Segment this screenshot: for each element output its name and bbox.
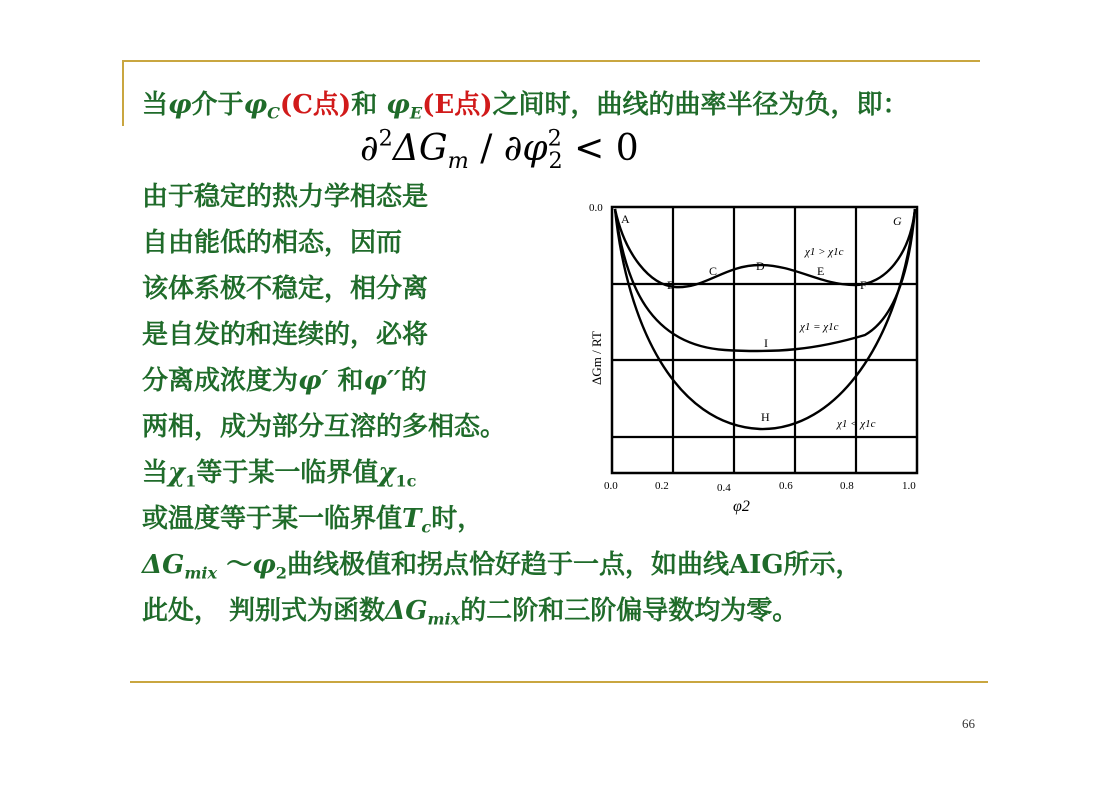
left-rule xyxy=(122,60,124,126)
label-upper: χ1 > χ1c xyxy=(805,246,844,258)
text: ～ xyxy=(217,550,253,580)
text: 当 xyxy=(142,458,169,488)
subscript: 1 xyxy=(185,471,197,491)
subscript: 2 xyxy=(275,563,287,583)
partial-symbol: ∂ xyxy=(360,128,379,169)
bottom-rule xyxy=(130,681,988,683)
text: 曲线极值和拐点恰好趋于一点，如曲线AIG所示， xyxy=(286,550,862,580)
phi-c-symbol: φ xyxy=(243,90,268,120)
text: 的二阶和三阶偏导数均为零。 xyxy=(460,596,799,626)
x-tick: 0.4 xyxy=(717,482,731,494)
x-tick: 0.2 xyxy=(655,480,669,492)
point-e: E xyxy=(817,264,825,278)
less-than-zero: < 0 xyxy=(562,128,639,169)
free-energy-figure xyxy=(575,195,935,525)
body-line-8 xyxy=(142,504,484,537)
superscript: 2 xyxy=(378,125,393,152)
text: 介于 xyxy=(191,90,244,120)
text: 和 xyxy=(351,90,387,120)
subscript-m: m xyxy=(447,147,469,174)
body-line-6: 两相，成为部分互溶的多相态。 xyxy=(142,412,507,442)
body-line-2: 自由能低的相态，因而 xyxy=(142,228,403,258)
body-line-7 xyxy=(142,458,417,491)
text: 和 xyxy=(328,366,364,396)
heading-line xyxy=(142,90,909,123)
subscript: 1c xyxy=(395,471,417,491)
subscript-c: C xyxy=(267,103,280,123)
curve-lower xyxy=(615,209,915,429)
body-line-1: 由于稳定的热力学相态是 xyxy=(142,182,429,212)
point-a: A xyxy=(621,212,630,226)
chi-symbol: χ xyxy=(378,458,396,488)
text: 等于某一临界值 xyxy=(196,458,379,488)
text: 之间时，曲线的曲率半径为负，即： xyxy=(492,90,909,120)
curve-upper xyxy=(615,209,915,287)
phi-symbol: φ xyxy=(252,550,276,580)
body-line-3: 该体系极不稳定，相分离 xyxy=(142,274,429,304)
y-axis-label: ΔGm / RT xyxy=(589,331,604,385)
x-tick: 0.8 xyxy=(840,480,854,492)
phi-symbol: φ xyxy=(168,90,192,120)
subscript: 2 xyxy=(548,147,563,174)
x-tick: 0.0 xyxy=(604,480,618,492)
body-line-9 xyxy=(142,550,862,583)
body-line-4: 是自发的和连续的，必将 xyxy=(142,320,429,350)
x-tick: 0.6 xyxy=(779,480,793,492)
subscript: c xyxy=(421,517,432,537)
body-line-10 xyxy=(142,596,799,629)
subscript-mix: mix xyxy=(184,563,218,583)
point-f: F xyxy=(860,278,867,292)
x-tick-labels xyxy=(604,480,916,494)
text: 的 xyxy=(400,366,427,396)
e-point-label: (E点) xyxy=(422,90,493,120)
point-h: H xyxy=(761,410,770,424)
point-g: G xyxy=(893,214,902,228)
superscript: 2 xyxy=(547,125,562,152)
delta-g: ΔG xyxy=(142,550,185,580)
phi-prime: φ′ xyxy=(298,366,329,396)
slash-partial: / ∂ xyxy=(468,128,523,169)
phi-e-symbol: φ xyxy=(386,90,410,120)
top-rule xyxy=(122,60,980,62)
curve-labels xyxy=(799,246,876,430)
phi-double-prime: φ′′ xyxy=(363,366,401,396)
y-top-label: 0.0 xyxy=(589,202,603,214)
curvature-formula xyxy=(360,125,639,174)
text: 或温度等于某一临界值 xyxy=(142,504,403,534)
chi-symbol: χ xyxy=(168,458,186,488)
c-point-label: (C点) xyxy=(279,90,352,120)
curve-middle-aig xyxy=(615,209,915,351)
t-symbol: T xyxy=(402,504,422,534)
text: 时， xyxy=(431,504,484,534)
text: 当 xyxy=(142,90,169,120)
phi-symbol: φ xyxy=(522,128,548,169)
point-c: C xyxy=(709,264,718,278)
subscript-e: E xyxy=(409,103,423,123)
text: 分离成浓度为 xyxy=(142,366,299,396)
x-axis-label: φ2 xyxy=(733,498,750,515)
point-labels xyxy=(621,212,902,424)
label-lower: χ1 < χ1c xyxy=(837,418,876,430)
point-i: I xyxy=(764,336,768,350)
subscript-mix: mix xyxy=(427,609,461,629)
delta-g: ΔG xyxy=(385,596,428,626)
point-d: D xyxy=(756,259,765,273)
page-number: 66 xyxy=(962,716,975,731)
body-line-5 xyxy=(142,366,427,396)
text: 此处， 判别式为函数 xyxy=(142,596,386,626)
x-tick: 1.0 xyxy=(902,480,916,492)
point-b: B xyxy=(667,278,676,292)
label-middle: χ1 = χ1c xyxy=(800,321,839,333)
delta-g: ΔG xyxy=(392,128,448,169)
